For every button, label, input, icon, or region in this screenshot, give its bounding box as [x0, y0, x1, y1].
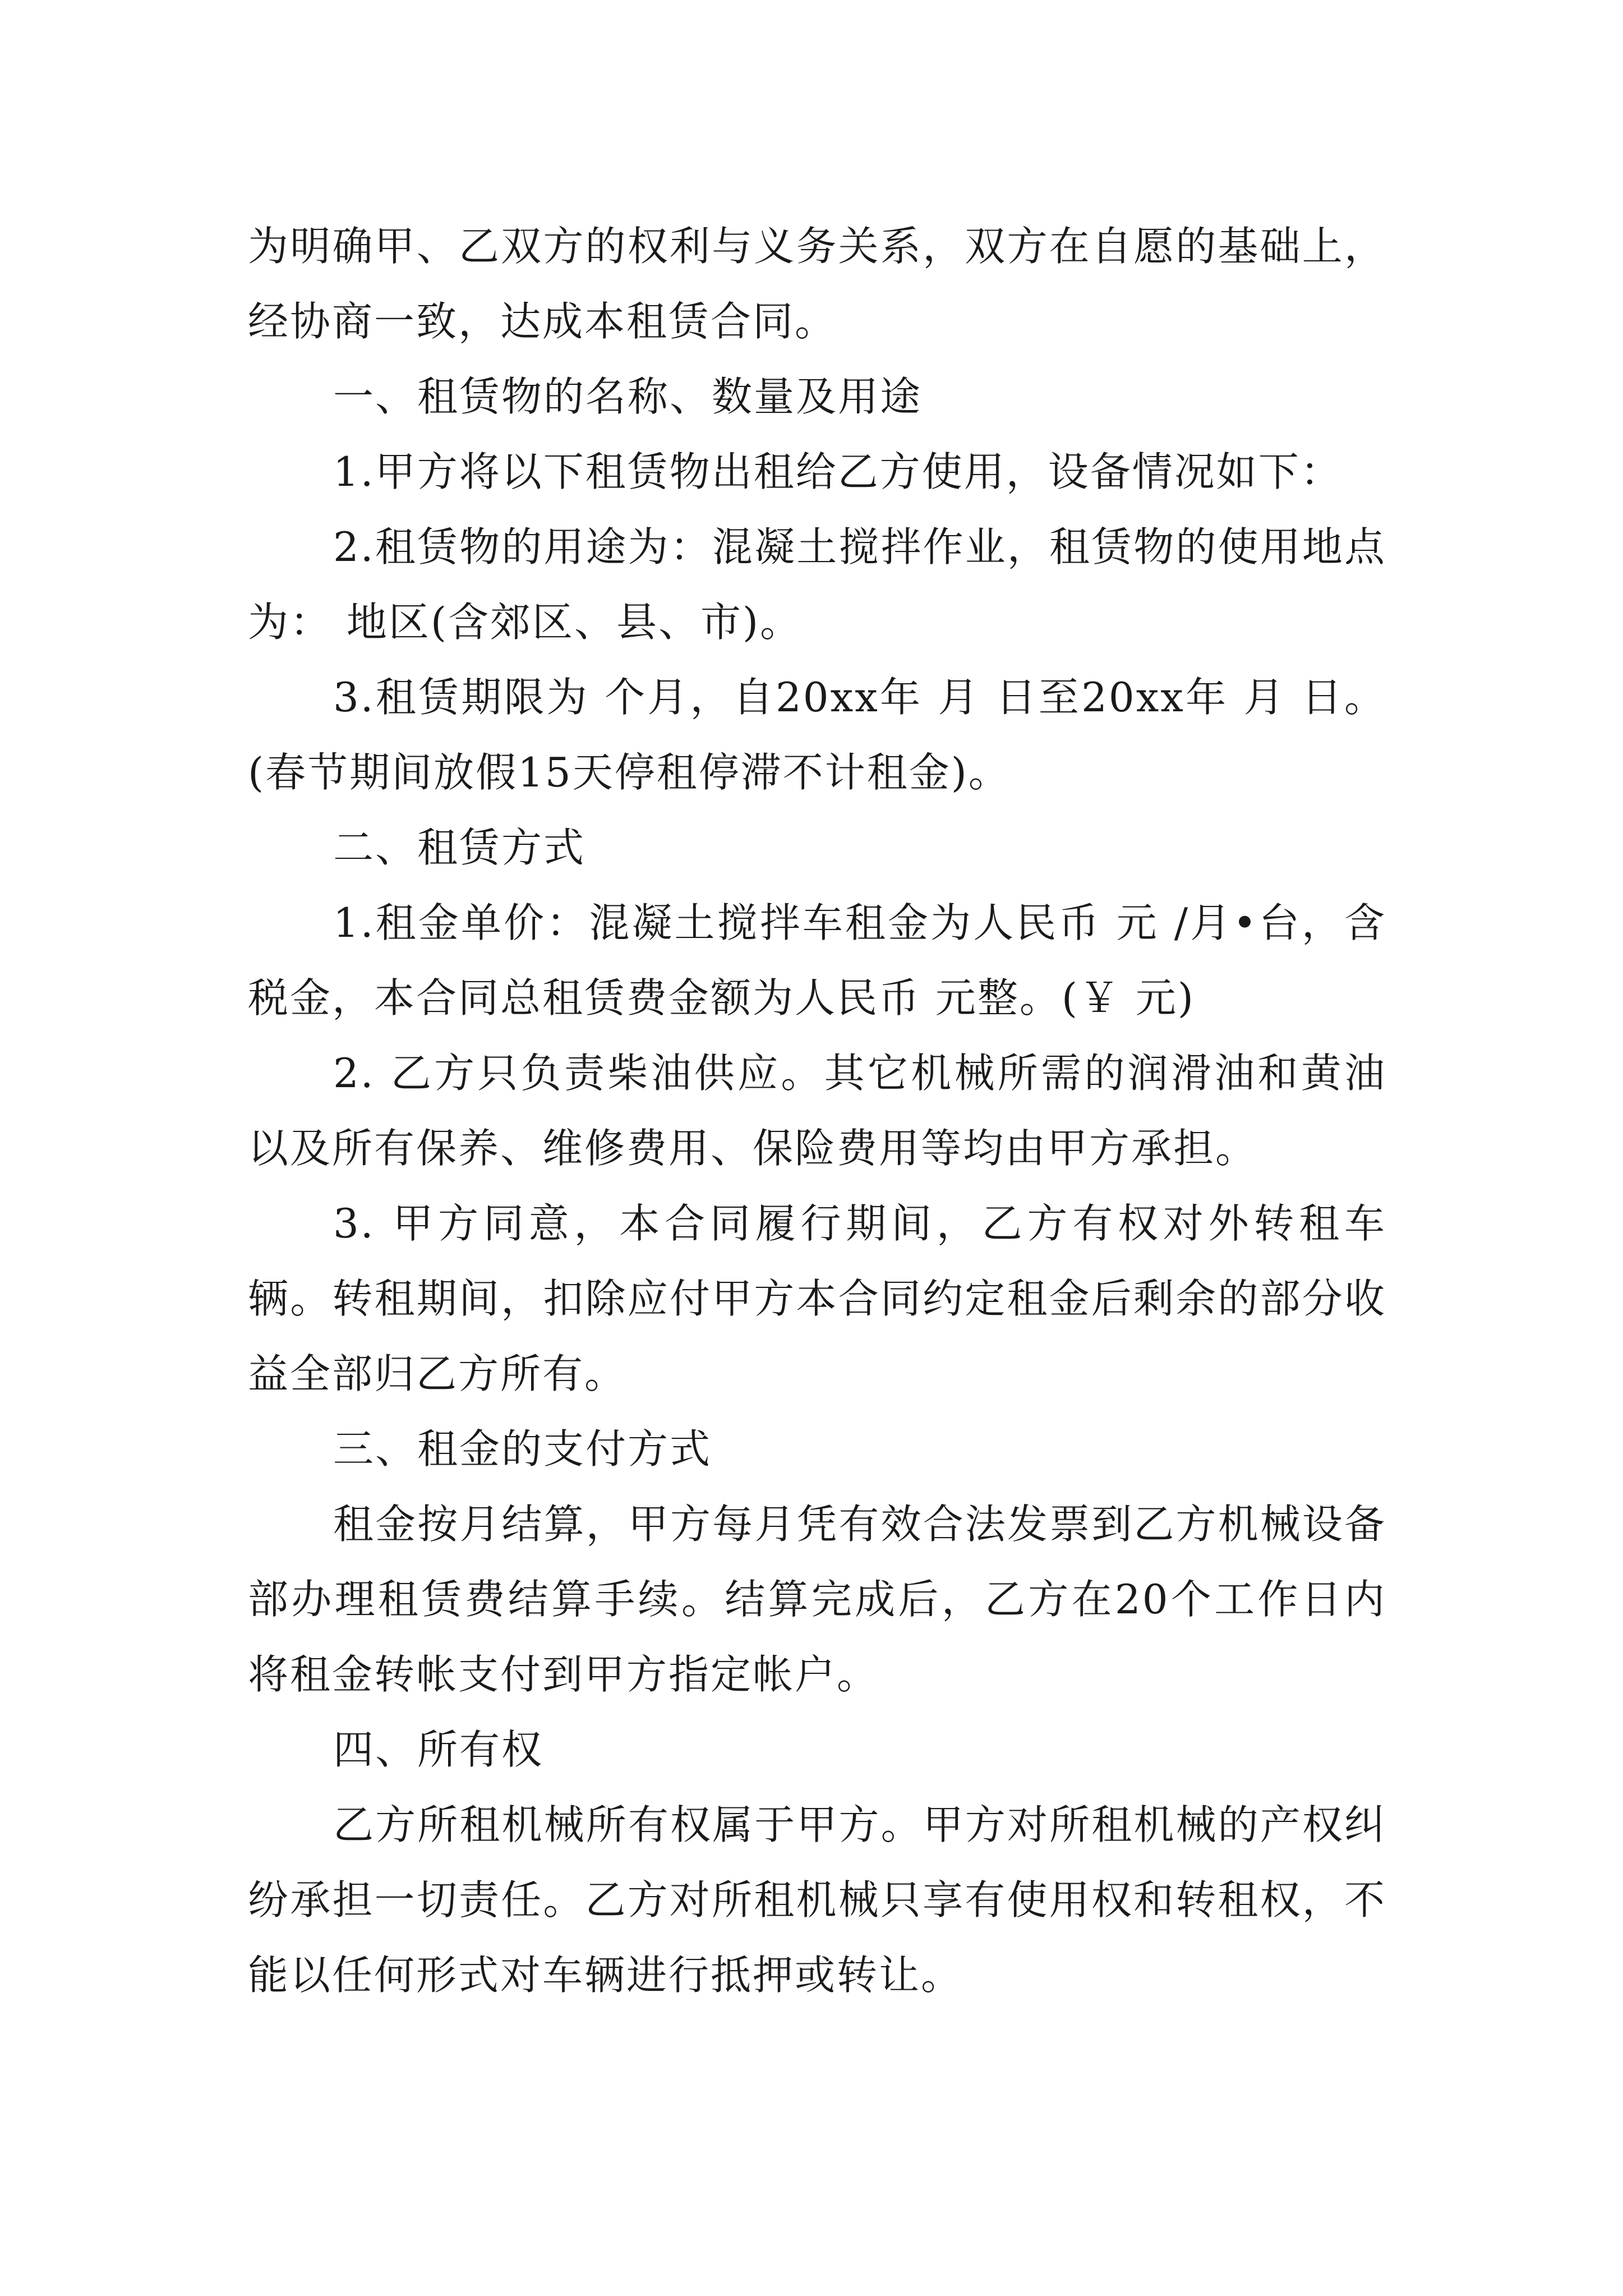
- intro-paragraph: 为明确甲、乙双方的权利与义务关系，双方在自愿的基础上，经协商一致，达成本租赁合同。: [248, 223, 1386, 345]
- clause-2-2: 2. 乙方只负责柴油供应。其它机械所需的润滑油和黄油以及所有保养、维修费用、保险费用等均由甲方承担。: [248, 1050, 1386, 1172]
- clause-2-1: 1.租金单价：混凝土搅拌车租金为人民币 元 /月•台，含税金，本合同总租赁费金额为人民币 元整。(￥ 元): [248, 899, 1386, 1022]
- clause-4-body: 乙方所租机械所有权属于甲方。甲方对所租机械的产权纠纷承担一切责任。乙方对所租机械只享有使用权和转租权，不能以任何形式对车辆进行抵押或转让。: [248, 1801, 1386, 1999]
- document-body: [248, 209, 1386, 2013]
- section-heading-1: 一、租赁物的名称、数量及用途: [333, 373, 923, 420]
- section-heading-4: 四、所有权: [333, 1726, 544, 1773]
- section-heading-3: 三、租金的支付方式: [333, 1425, 712, 1473]
- clause-3-body: 租金按月结算，甲方每月凭有效合法发票到乙方机械设备部办理租赁费结算手续。结算完成后，乙方在20个工作日内将租金转帐支付到甲方指定帐户。: [248, 1501, 1386, 1698]
- clause-1-1: 1.甲方将以下租赁物出租给乙方使用，设备情况如下：: [333, 448, 1343, 495]
- clause-1-3: 3.租赁期限为 个月，自20xx年 月 日至20xx年 月 日。(春节期间放假15天停租停滞不计租金)。: [248, 674, 1386, 796]
- section-heading-2: 二、租赁方式: [333, 824, 586, 871]
- clause-2-3: 3. 甲方同意，本合同履行期间，乙方有权对外转租车辆。转租期间，扣除应付甲方本合同约定租金后剩余的部分收益全部归乙方所有。: [248, 1200, 1386, 1397]
- clause-1-2: 2.租赁物的用途为：混凝土搅拌作业，租赁物的使用地点为： 地区(含郊区、县、市)。: [248, 523, 1386, 646]
